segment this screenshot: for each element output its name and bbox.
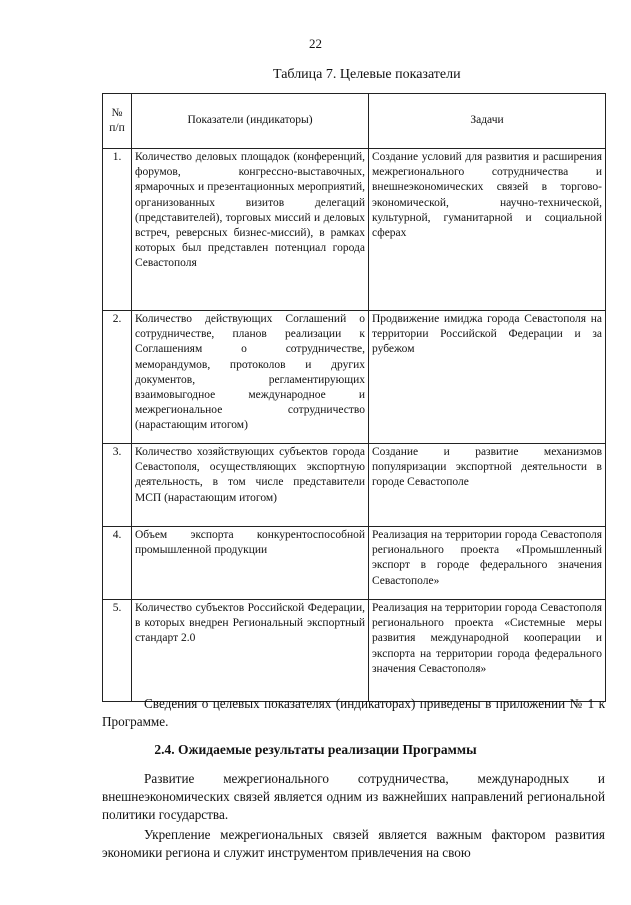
section-heading: 2.4. Ожидаемые результаты реализации Программы xyxy=(154,742,477,757)
table-row xyxy=(103,311,606,444)
row-number: 1. xyxy=(103,149,132,311)
table-row xyxy=(103,444,606,527)
target-indicators-table xyxy=(102,93,606,702)
page-number: 22 xyxy=(309,36,322,51)
table-header-row xyxy=(103,94,606,149)
task-cell: Реализация на территории города Севастополя регионального проекта «Промышленный экспорт в городе федерального значения Севастополе» xyxy=(369,527,606,600)
task-cell: Реализация на территории города Севастополя регионального проекта «Системные меры развития международной кооперации и экспорта на территории города федерального значения Севастополя» xyxy=(369,600,606,702)
body-paragraph: Укрепление межрегиональных связей является важным фактором развития экономики региона и служит инструментом привлечения на свою xyxy=(102,827,605,860)
row-number: 2. xyxy=(103,311,132,444)
table-row xyxy=(103,600,606,702)
row-number: 5. xyxy=(103,600,132,702)
note-paragraph: Сведения о целевых показателях (индикаторах) приведены в приложении № 1 к Программе. xyxy=(102,696,605,729)
table-row xyxy=(103,527,606,600)
row-number: 4. xyxy=(103,527,132,600)
header-number: № п/п xyxy=(103,94,132,149)
indicator-cell: Количество субъектов Российской Федерации, в которых внедрен Региональный экспортный стандарт 2.0 xyxy=(132,600,369,702)
table-caption: Таблица 7. Целевые показатели xyxy=(273,67,461,82)
body-paragraph: Развитие межрегионального сотрудничества, международных и внешнеэкономических связей является одним из важнейших направлений региональной политики государства. xyxy=(102,771,605,822)
task-cell: Создание и развитие механизмов популяризации экспортной деятельности в городе Севастополе xyxy=(369,444,606,527)
header-tasks: Задачи xyxy=(369,94,606,149)
row-number: 3. xyxy=(103,444,132,527)
header-indicators: Показатели (индикаторы) xyxy=(132,94,369,149)
task-cell: Создание условий для развития и расширения межрегионального сотрудничества и внешнеэкономических связей в торгово-экономической, научно-технической, культурной, гуманитарной и социальной сферах xyxy=(369,149,606,311)
task-cell: Продвижение имиджа города Севастополя на территории Российской Федерации и за рубежом xyxy=(369,311,606,444)
indicator-cell: Количество хозяйствующих субъектов города Севастополя, осуществляющих экспортную деятельность, в том числе представители МСП (нарастающим итогом) xyxy=(132,444,369,527)
indicator-cell: Количество деловых площадок (конференций, форумов, конгрессно-выставочных, ярмарочных и презентационных мероприятий, организованных визитов делегаций (представителей), торговых миссий и деловых встреч, реверсных бизнес-миссий), в рамках которых был представлен потенциал города Севастополя xyxy=(132,149,369,311)
indicator-cell: Объем экспорта конкурентоспособной промышленной продукции xyxy=(132,527,369,600)
indicator-cell: Количество действующих Соглашений о сотрудничестве, планов реализации к Соглашениям о сотрудничестве, меморандумов, протоколов и других документов, регламентирующих взаимовыгодное международное и межрегиональное сотрудничество (нарастающим итогом) xyxy=(132,311,369,444)
table-row xyxy=(103,149,606,311)
